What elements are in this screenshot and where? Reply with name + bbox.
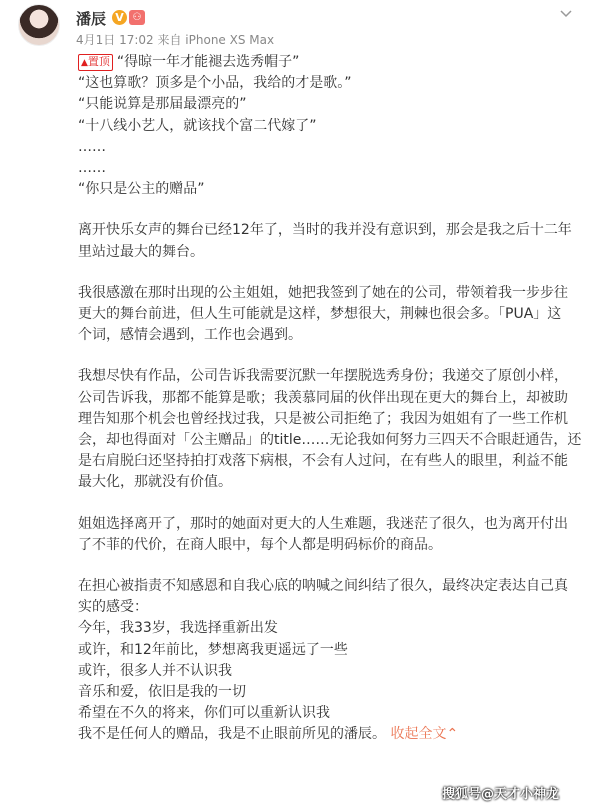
paragraph-line: 更大的舞台前进，但人生可能就是这样，梦想很大，荆棘也很会多。「PUA」这 — [78, 306, 562, 323]
pin-arrow-icon: ▲ — [81, 58, 88, 68]
paragraph-line: 希望在不久的将来，你们可以重新认识我 — [78, 705, 330, 722]
paragraph-line: 音乐和爱，依旧是我的一切 — [78, 684, 246, 701]
paragraph-line: 个词，感情会遇到，工作也会遇到。 — [78, 327, 302, 344]
paragraph-line: 了不菲的代价，在商人眼中，每个人都是明码标价的商品。 — [78, 536, 442, 553]
pinned-label: 置顶 — [87, 55, 110, 68]
paragraph-line: 或许，和12年前比，梦想离我更遥远了一些 — [78, 641, 348, 658]
quote-line: “这也算歌？顶多是个小品，我给的才是歌。” — [78, 75, 352, 92]
paragraph-line: 理告知那个机会也曾经找过我，只是被公司拒绝了；我因为姐姐有了一些工作机 — [78, 410, 568, 427]
paragraph-line: 我很感激在那时出现的公主姐姐，她把我签到了她在的公司，带领着我一步步往 — [78, 284, 568, 301]
paragraph-line: 离开快乐女声的舞台已经12年了，当时的我并没有意识到，那会是我之后十二年 — [78, 222, 572, 239]
member-level-icon[interactable]: ⚇ — [129, 10, 145, 25]
pinned-badge — [78, 54, 113, 71]
paragraph-line — [78, 724, 570, 745]
post-meta: 4月1日 17:02 来自 iPhone XS Max — [76, 33, 275, 47]
paragraph-line: 实的感受： — [78, 599, 148, 616]
collapse-label: 收起全文 — [390, 726, 447, 743]
username[interactable]: 潘辰 — [76, 10, 107, 28]
quote-line: “你只是公主的赠品” — [78, 181, 205, 198]
paragraph-line: 今年，我33岁，我选择重新出发 — [78, 620, 278, 637]
ellipsis-line: …… — [78, 138, 106, 155]
last-line-text: 我不是任何人的赠品，我是不止眼前所见的潘辰。 — [78, 726, 386, 743]
quote-line: “只能说算是那届最漂亮的” — [78, 96, 247, 113]
paragraph-line: 我想尽快有作品，公司告诉我需要沉默一年摆脱选秀身份；我递交了原创小样， — [78, 368, 568, 385]
ellipsis-line: …… — [78, 160, 106, 177]
paragraph-line: 在担心被指责不知感恩和自我心底的呐喊之间纠结了很久，最终决定表达自己真 — [78, 578, 568, 595]
paragraph-line: 最大化，那就没有价值。 — [78, 474, 232, 491]
paragraph-line: 姐姐选择离开了，那时的她面对更大的人生难题，我迷茫了很久，也为离开付出 — [78, 515, 568, 532]
paragraph-line: 里站过最大的舞台。 — [78, 243, 204, 260]
collapse-button[interactable] — [390, 726, 458, 742]
paragraph-line: 或许，很多人并不认识我 — [78, 662, 232, 679]
quote-line — [78, 52, 570, 73]
quote-text: “得晾一年才能褪去选秀帽子” — [116, 54, 300, 70]
verified-v-icon[interactable]: V — [112, 10, 127, 25]
paragraph-line: 是右肩脱臼还坚持拍打戏落下病根，不会有人过问，在有些人的眼里，利益不能 — [78, 453, 568, 470]
avatar[interactable] — [18, 4, 60, 46]
paragraph-line: 会，却也得面对「公主赠品」的title……无论我如何努力三四天不合眼赶通告，还 — [78, 432, 582, 449]
chevron-up-icon: ⌃ — [446, 726, 459, 743]
watermark: 搜狐号@天才小神龙 — [442, 787, 560, 802]
post-header — [0, 0, 591, 50]
post-body — [78, 52, 582, 746]
paragraph-line: 公司告诉我，那都不能算是歌；我羡慕同届的伙伴出现在更大的舞台上，却被助 — [78, 389, 568, 406]
quote-line: “十八线小艺人，就该找个富二代嫁了” — [78, 117, 317, 134]
chevron-down-icon[interactable] — [559, 6, 573, 20]
